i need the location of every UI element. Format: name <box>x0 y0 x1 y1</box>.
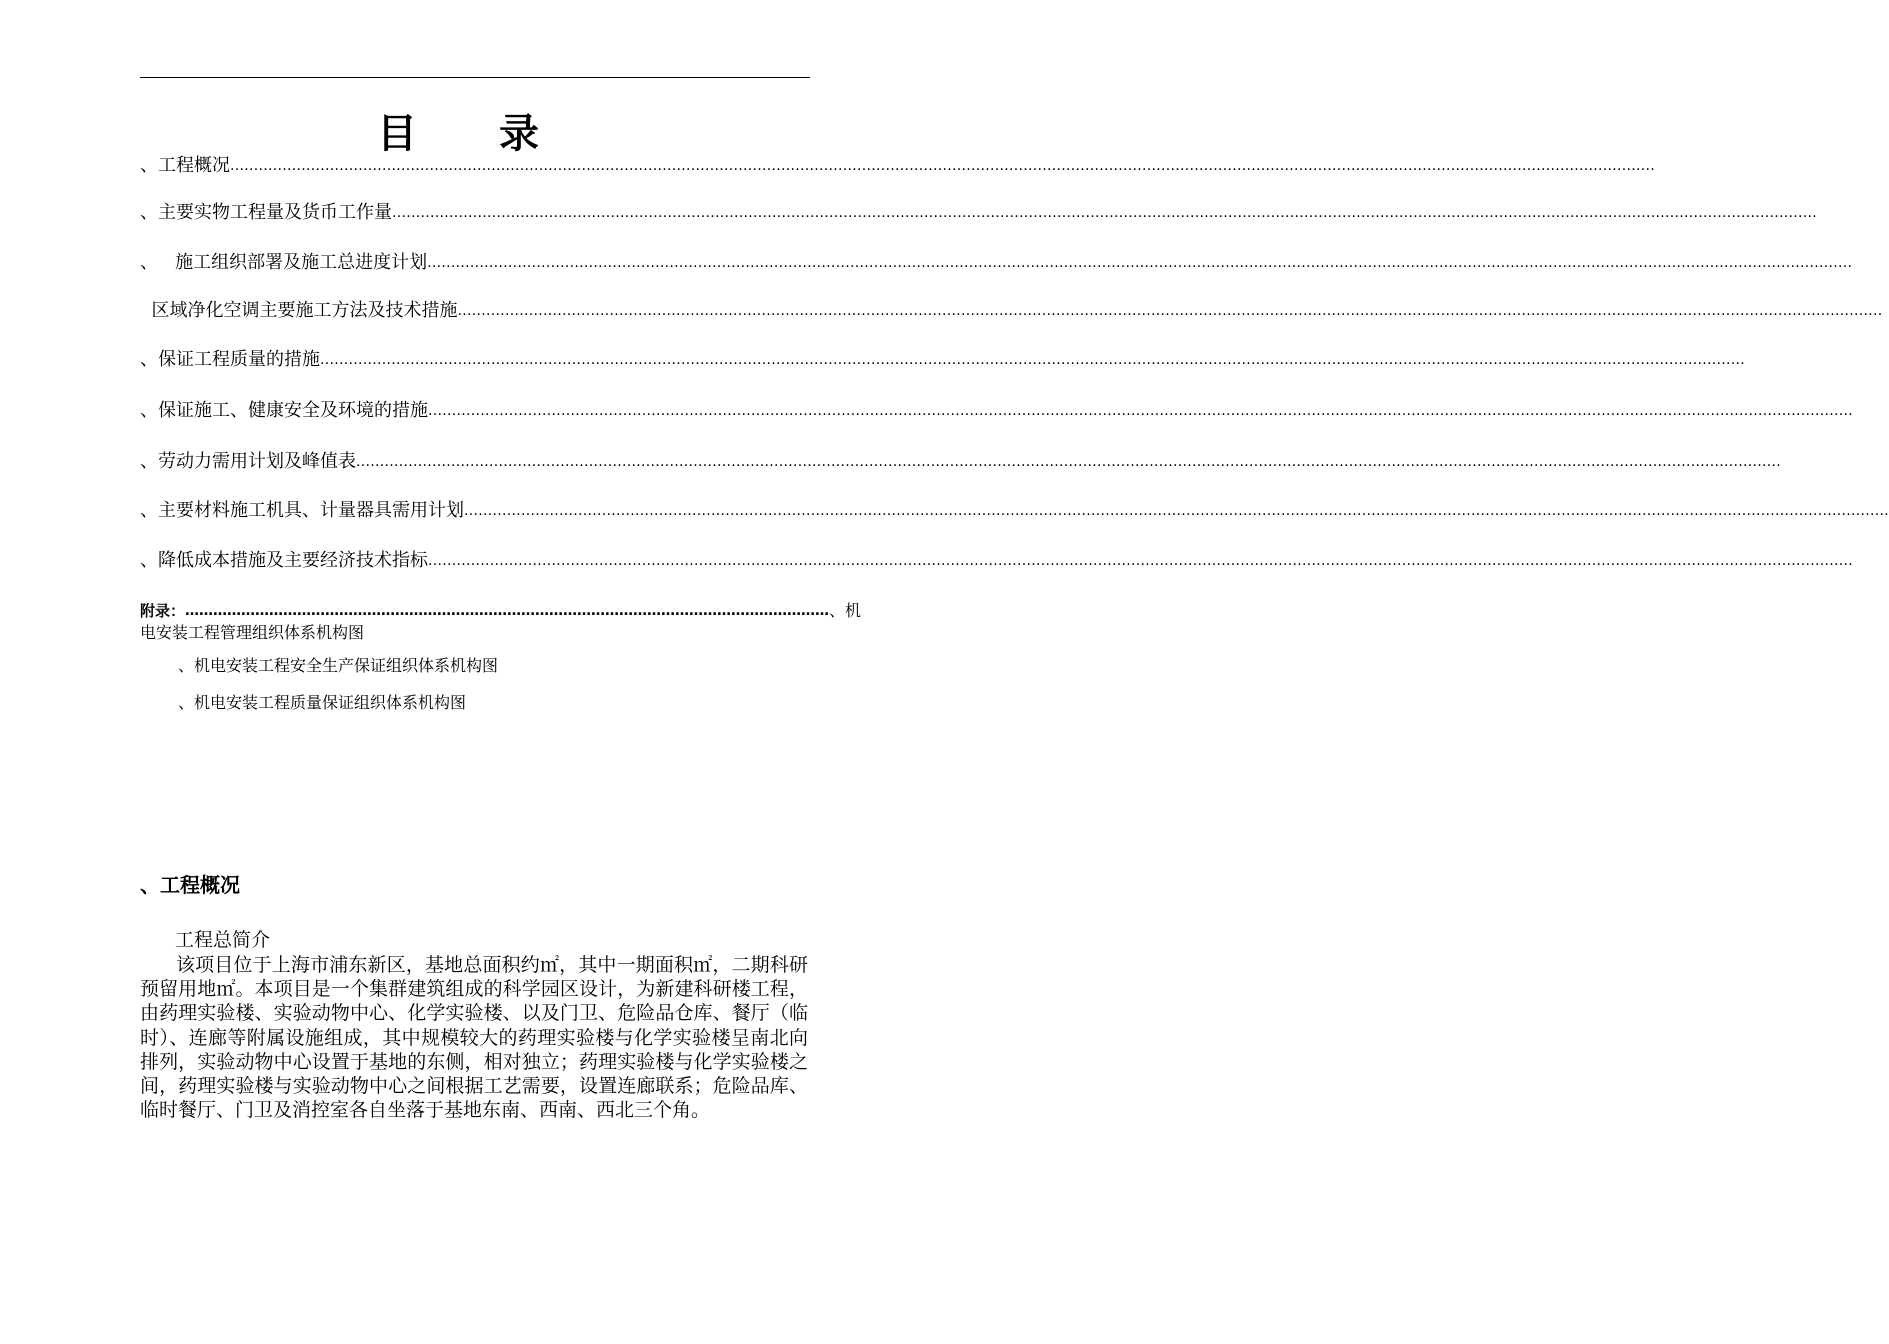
appendix <box>140 600 862 644</box>
toc-item-label: 、主要实物工程量及货币工作量 <box>140 202 392 223</box>
toc-item[interactable] <box>140 299 1883 323</box>
toc-leader-dots: ............................................................................................................................................................................................................................................................................................................ <box>230 158 1656 174</box>
toc-leader-dots: ............................................................................................................................................................................................................................................................................................................ <box>457 303 1883 319</box>
toc-leader-dots: ............................................................................................................................................................................................................................................................................................................ <box>464 503 1889 519</box>
toc-item[interactable] <box>140 399 1854 423</box>
toc-item[interactable] <box>140 154 1656 178</box>
header-rule <box>140 77 810 78</box>
toc-leader-dots: ............................................................................................................................................................................................................................................................................................................ <box>320 352 1746 368</box>
toc-item[interactable] <box>140 201 1818 225</box>
toc-item-label: 、保证施工、健康安全及环境的措施 <box>140 400 428 421</box>
toc-item[interactable] <box>140 348 1746 372</box>
appendix-item-2[interactable]: 、机电安装工程安全生产保证组织体系机构图 <box>178 656 499 675</box>
section-paragraph: 该项目位于上海市浦东新区，基地总面积约㎡，其中一期面积㎡，二期科研预留用地㎡。本项目是一个集群建筑组成的科学园区设计，为新建科研楼工程，由药理实验楼、实验动物中心、化学实验楼、以及门卫、危险品仓库、餐厅（临时）、连廊等附属设施组成，其中规模较大的药理实验楼与化学实验楼呈南北向排列，实验动物中心设置于基地的东侧，相对独立；药理实验楼与化学实验楼之间，药理实验楼与实验动物中心之间根据工艺需要，设置连廊联系；危险品库、临时餐厅、门卫及消控室各自坐落于基地东南、西南、西北三个角。 <box>140 954 808 1122</box>
toc-item[interactable] <box>140 549 1854 573</box>
toc-leader-dots: ............................................................................................................................................................................................................................................................................................................ <box>356 454 1782 470</box>
appendix-label: 附录： <box>140 602 186 620</box>
appendix-item-1-rest[interactable]: 电安装工程管理组织体系机构图 <box>140 623 365 642</box>
toc-leader-dots: ............................................................................................................................................................................................................................................................................................................ <box>392 205 1818 221</box>
toc-item-label: 区域净化空调主要施工方法及技术措施 <box>140 300 458 321</box>
toc-leader-dots: ............................................................................................................................................................................................................................................................................................................ <box>427 255 1853 271</box>
appendix-leader-dots: ………………………………………………………………………………………………………………………… <box>185 603 830 619</box>
toc-leader-dots: ............................................................................................................................................................................................................................................................................................................ <box>428 403 1854 419</box>
toc-item[interactable] <box>140 251 1853 275</box>
section-subheading: 工程总简介 <box>175 929 271 951</box>
toc-item-label: 、 施工组织部署及施工总进度计划 <box>140 252 428 273</box>
appendix-item-3[interactable]: 、机电安装工程质量保证组织体系机构图 <box>178 693 467 712</box>
toc-item-label: 、保证工程质量的措施 <box>140 349 320 370</box>
toc-leader-dots: ............................................................................................................................................................................................................................................................................................................ <box>428 553 1854 569</box>
toc-item-label: 、工程概况 <box>140 155 230 176</box>
toc-title: 目 录 <box>377 111 573 157</box>
section-heading: 、工程概况 <box>140 873 240 897</box>
toc-item[interactable] <box>140 450 1782 474</box>
toc-item-label: 、降低成本措施及主要经济技术指标 <box>140 550 428 571</box>
toc-item-label: 、劳动力需用计划及峰值表 <box>140 451 356 472</box>
toc-item-label: 、主要材料施工机具、计量器具需用计划 <box>140 500 464 521</box>
toc-item[interactable] <box>140 499 1889 523</box>
appendix-item-1-start[interactable]: 、机 <box>829 601 862 620</box>
